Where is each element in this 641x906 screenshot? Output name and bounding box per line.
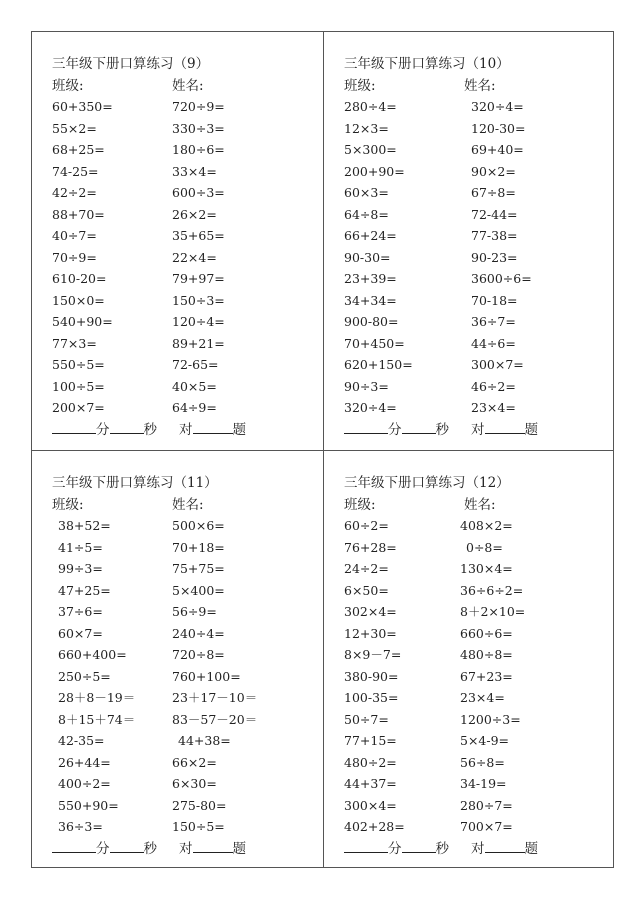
problem: 66×2=: [172, 754, 217, 770]
minutes-blank[interactable]: [52, 419, 96, 434]
score-footer: [52, 418, 246, 438]
problems-label: 题: [232, 841, 246, 857]
problem-row: [52, 644, 317, 666]
problem: 500×6=: [172, 518, 225, 533]
problem: 120÷4=: [172, 314, 225, 329]
problem: 275-80=: [172, 797, 227, 813]
problem: 540+90=: [52, 314, 113, 329]
problem-row: [52, 268, 317, 290]
problem-row: [52, 816, 317, 838]
problem-row: [344, 773, 609, 795]
score-footer: [344, 418, 538, 438]
problem: 50÷7=: [344, 711, 389, 727]
problem-row: [344, 644, 609, 666]
worksheet-title: 三年级下册口算练习（12）: [344, 475, 510, 491]
worksheet: [31, 31, 614, 868]
problem-row: [344, 333, 609, 355]
problem: 56÷9=: [172, 604, 217, 619]
minutes-label: 分: [96, 841, 110, 857]
problem-row: [344, 118, 609, 140]
exercise-panel-11: [32, 451, 323, 869]
problem: 400÷2=: [58, 776, 111, 791]
problem: 55×2=: [52, 120, 97, 136]
problem-row: [52, 687, 317, 709]
problem: 550÷5=: [52, 357, 105, 372]
problem-row: [52, 580, 317, 602]
class-label: 班级:: [52, 78, 84, 94]
problem-row: [52, 311, 317, 333]
correct-label: 对: [179, 841, 193, 857]
problem: 150×0=: [52, 292, 105, 308]
problem: 38+52=: [58, 518, 111, 533]
problem: 760+100=: [172, 668, 241, 684]
problem-list: [344, 96, 609, 419]
problem-row: [344, 376, 609, 398]
problem: 40÷7=: [52, 228, 97, 243]
problem: 60+350=: [52, 99, 113, 114]
problem: 64÷9=: [172, 400, 217, 415]
problem: 44÷6=: [471, 335, 516, 351]
seconds-label: 秒: [435, 422, 449, 438]
problem: 36÷6÷2=: [460, 582, 524, 598]
problem-row: [344, 354, 609, 376]
problem-row: [52, 397, 317, 419]
problem: 90-30=: [344, 249, 391, 265]
problem: 408×2=: [460, 518, 513, 533]
problem-row: [344, 601, 609, 623]
problem: 28＋8－19＝: [58, 690, 136, 705]
problem: 83－57－20＝: [172, 711, 258, 727]
problem: 720÷8=: [172, 647, 225, 662]
problem: 22×4=: [172, 249, 217, 265]
problem: 89+21=: [172, 335, 225, 351]
problem: 660+400=: [58, 647, 127, 662]
problem-row: [344, 730, 609, 752]
problem: 700×7=: [460, 819, 513, 834]
problem: 34-19=: [460, 776, 507, 791]
problem: 90-23=: [471, 249, 518, 265]
problem-row: [52, 290, 317, 312]
problem: 46÷2=: [471, 378, 516, 394]
problem: 70+18=: [172, 539, 225, 555]
problem: 69+40=: [471, 142, 524, 157]
problem: 8×9－7=: [344, 647, 402, 662]
problem-row: [344, 752, 609, 774]
problem-row: [344, 247, 609, 269]
problem: 5×300=: [344, 142, 397, 157]
problem-row: [52, 354, 317, 376]
problem-row: [52, 666, 317, 688]
problem-row: [344, 311, 609, 333]
minutes-blank[interactable]: [52, 838, 96, 853]
problem-row: [52, 139, 317, 161]
class-label: 班级:: [344, 497, 376, 513]
problem-row: [344, 795, 609, 817]
problem: 150÷3=: [172, 292, 225, 308]
problem-list: [52, 515, 317, 838]
correct-count-blank[interactable]: [193, 419, 233, 434]
problem-row: [52, 333, 317, 355]
problem: 74-25=: [52, 163, 99, 179]
problem: 70÷9=: [52, 249, 97, 265]
problem-row: [52, 204, 317, 226]
problem-row: [344, 225, 609, 247]
problem-row: [344, 558, 609, 580]
problem-row: [344, 397, 609, 419]
problem-row: [52, 515, 317, 537]
problem: 200×7=: [52, 400, 105, 415]
problem-row: [52, 247, 317, 269]
problem: 68+25=: [52, 142, 105, 157]
problem-row: [52, 182, 317, 204]
problem: 70+450=: [344, 335, 405, 351]
problem-row: [344, 204, 609, 226]
problem-row: [52, 730, 317, 752]
problem-list: [52, 96, 317, 419]
problem: 200+90=: [344, 163, 405, 179]
exercise-panel-12: [324, 451, 615, 869]
problem: 900-80=: [344, 314, 399, 329]
minutes-label: 分: [96, 422, 110, 438]
seconds-blank[interactable]: [402, 419, 436, 434]
problem: 42÷2=: [52, 185, 97, 200]
problem: 1200÷3=: [460, 711, 521, 727]
problem: 480÷2=: [344, 754, 397, 770]
class-label: 班级:: [344, 78, 376, 94]
problem-row: [52, 601, 317, 623]
problem: 240÷4=: [172, 625, 225, 641]
problem-row: [344, 182, 609, 204]
problem: 550+90=: [58, 797, 119, 813]
correct-label: 对: [471, 422, 485, 438]
problems-label: 题: [232, 422, 246, 438]
problem-row: [344, 687, 609, 709]
problem-row: [52, 558, 317, 580]
seconds-label: 秒: [143, 841, 157, 857]
problem-row: [344, 666, 609, 688]
problem-row: [344, 139, 609, 161]
problem: 56÷8=: [460, 754, 505, 770]
problem: 660÷6=: [460, 625, 513, 641]
problem: 72-44=: [471, 206, 518, 222]
score-footer: [52, 837, 246, 857]
problem: 26+44=: [58, 754, 111, 770]
problem-row: [344, 290, 609, 312]
problem: 250÷5=: [58, 668, 111, 684]
problem: 320÷4=: [344, 400, 397, 415]
seconds-blank[interactable]: [110, 419, 144, 434]
worksheet-title: 三年级下册口算练习（10）: [344, 56, 510, 72]
problem: 0÷8=: [466, 539, 503, 555]
problem: 402+28=: [344, 819, 405, 834]
problem: 120-30=: [471, 120, 526, 136]
problem: 23+39=: [344, 271, 397, 286]
problem: 23×4=: [460, 690, 505, 705]
correct-label: 对: [471, 841, 485, 857]
problem-row: [344, 580, 609, 602]
problem: 36÷7=: [471, 314, 516, 329]
problem: 480÷8=: [460, 647, 513, 662]
problem: 280÷7=: [460, 797, 513, 813]
problem-row: [344, 96, 609, 118]
problem: 77-38=: [471, 228, 518, 243]
problem: 34+34=: [344, 292, 397, 308]
name-label: 姓名:: [464, 497, 496, 513]
class-label: 班级:: [52, 497, 84, 513]
problem: 67+23=: [460, 668, 513, 684]
problem: 12×3=: [344, 120, 389, 136]
problem: 150÷5=: [172, 819, 225, 834]
correct-count-blank[interactable]: [485, 838, 525, 853]
problem: 90×2=: [471, 163, 516, 179]
problem-row: [52, 376, 317, 398]
problem-row: [52, 225, 317, 247]
problem: 380-90=: [344, 668, 399, 684]
problem: 720÷9=: [172, 99, 225, 114]
problem: 300×7=: [471, 357, 524, 372]
correct-count-blank[interactable]: [485, 419, 525, 434]
problem-row: [344, 709, 609, 731]
score-footer: [344, 837, 538, 857]
problem: 60÷2=: [344, 518, 389, 533]
problem-row: [52, 96, 317, 118]
problem: 302×4=: [344, 604, 397, 619]
problem-row: [52, 709, 317, 731]
problem: 72-65=: [172, 357, 219, 372]
problem: 76+28=: [344, 539, 397, 555]
problem: 100÷5=: [52, 378, 105, 394]
problem-row: [344, 515, 609, 537]
problem: 600÷3=: [172, 185, 225, 200]
problem: 100-35=: [344, 690, 399, 705]
problem: 300×4=: [344, 797, 397, 813]
correct-label: 对: [179, 422, 193, 438]
problem-row: [52, 773, 317, 795]
problem: 23×4=: [471, 400, 516, 415]
problems-label: 题: [524, 422, 538, 438]
problem-row: [52, 623, 317, 645]
problem: 99÷3=: [58, 561, 103, 576]
problem: 280÷4=: [344, 99, 397, 114]
minutes-blank[interactable]: [344, 838, 388, 853]
problem-row: [344, 161, 609, 183]
problem: 33×4=: [172, 163, 217, 179]
problem: 6×50=: [344, 582, 389, 598]
problem: 67÷8=: [471, 185, 516, 200]
problem: 77+15=: [344, 733, 397, 748]
problem: 6×30=: [172, 776, 217, 791]
problem-row: [52, 537, 317, 559]
problem-list: [344, 515, 609, 838]
problem: 79+97=: [172, 271, 225, 286]
problem-row: [52, 795, 317, 817]
problem: 77×3=: [52, 335, 97, 351]
seconds-label: 秒: [143, 422, 157, 438]
problem: 330÷3=: [172, 120, 225, 136]
name-label: 姓名:: [172, 497, 204, 513]
problem: 3600÷6=: [471, 271, 532, 286]
seconds-blank[interactable]: [110, 838, 144, 853]
problem: 23＋17－10＝: [172, 690, 258, 705]
problem: 66+24=: [344, 228, 397, 243]
problem: 24÷2=: [344, 561, 389, 576]
worksheet-title: 三年级下册口算练习（11）: [52, 475, 218, 491]
problem-row: [52, 161, 317, 183]
minutes-label: 分: [388, 841, 402, 857]
problem: 610-20=: [52, 271, 107, 286]
correct-count-blank[interactable]: [193, 838, 233, 853]
problem: 70-18=: [471, 292, 518, 308]
name-label: 姓名:: [464, 78, 496, 94]
problem: 8＋15＋74＝: [58, 711, 136, 727]
problem-row: [52, 752, 317, 774]
minutes-label: 分: [388, 422, 402, 438]
problem: 130×4=: [460, 561, 513, 576]
problem: 8＋2×10=: [460, 604, 526, 619]
problem: 40×5=: [172, 378, 217, 394]
problem: 60×3=: [344, 185, 389, 200]
exercise-panel-10: [324, 32, 615, 450]
problem: 35+65=: [172, 228, 225, 243]
problems-label: 题: [524, 841, 538, 857]
worksheet-title: 三年级下册口算练习（9）: [52, 56, 210, 72]
problem: 5×400=: [172, 582, 225, 598]
problem: 60×7=: [58, 625, 103, 641]
exercise-panel-9: [32, 32, 323, 450]
seconds-blank[interactable]: [402, 838, 436, 853]
problem-row: [344, 623, 609, 645]
seconds-label: 秒: [435, 841, 449, 857]
problem: 64÷8=: [344, 206, 389, 222]
problem: 37÷6=: [58, 604, 103, 619]
problem: 47+25=: [58, 582, 111, 598]
problem-row: [52, 118, 317, 140]
problem: 90÷3=: [344, 378, 389, 394]
problem-row: [344, 537, 609, 559]
problem: 36÷3=: [58, 819, 103, 834]
problem: 88+70=: [52, 206, 105, 222]
problem: 44+37=: [344, 776, 397, 791]
problem-row: [344, 268, 609, 290]
problem: 180÷6=: [172, 142, 225, 157]
problem: 44+38=: [178, 733, 231, 748]
problem: 5×4-9=: [460, 733, 510, 748]
problem: 26×2=: [172, 206, 217, 222]
problem: 75+75=: [172, 561, 225, 576]
problem: 620+150=: [344, 357, 413, 372]
problem: 320÷4=: [471, 99, 524, 114]
name-label: 姓名:: [172, 78, 204, 94]
problem-row: [344, 816, 609, 838]
problem: 41÷5=: [58, 539, 103, 555]
problem: 42-35=: [58, 733, 105, 748]
problem: 12+30=: [344, 625, 397, 641]
minutes-blank[interactable]: [344, 419, 388, 434]
